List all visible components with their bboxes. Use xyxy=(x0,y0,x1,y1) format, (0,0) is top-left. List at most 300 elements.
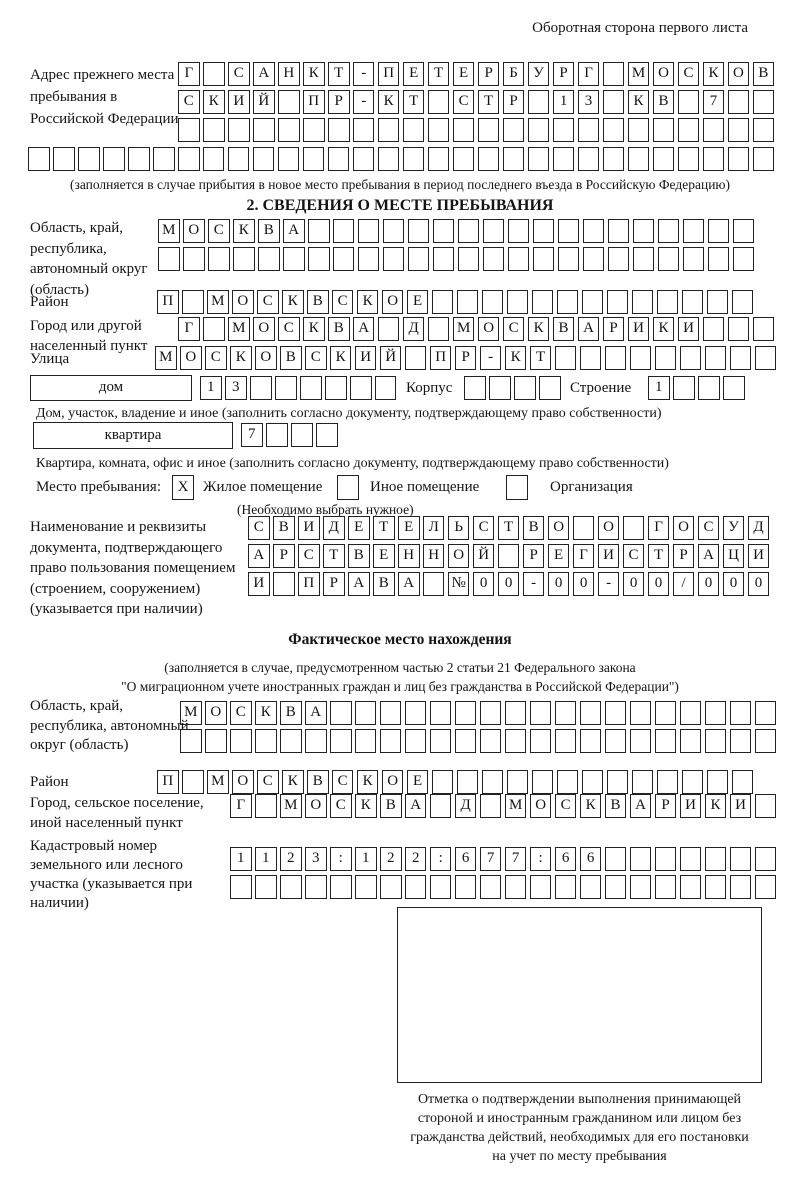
char-cell: 0 xyxy=(498,572,520,596)
char-cell: К xyxy=(282,770,304,794)
document-row-1 xyxy=(248,516,773,540)
char-cell: 0 xyxy=(548,572,570,596)
char-cell: Т xyxy=(530,346,552,370)
char-cell: К xyxy=(303,317,325,341)
char-cell: Й xyxy=(380,346,402,370)
char-cell xyxy=(705,875,727,899)
char-cell xyxy=(280,875,302,899)
char-cell xyxy=(630,701,652,725)
char-cell xyxy=(682,770,704,794)
apartment-note: Квартира, комната, офис и иное (заполнить согласно документу, подтверждающему право собственности) xyxy=(36,456,669,471)
char-cell: И xyxy=(598,544,620,568)
char-cell: К xyxy=(653,317,675,341)
char-cell xyxy=(455,875,477,899)
prev-address-row-2 xyxy=(178,90,778,114)
char-cell: 0 xyxy=(723,572,745,596)
char-cell xyxy=(423,572,445,596)
checkbox-other-premises xyxy=(337,475,359,500)
char-cell: Р xyxy=(523,544,545,568)
char-cell: Г xyxy=(648,516,670,540)
char-cell: Г xyxy=(578,62,600,86)
page-side-note: Оборотная сторона первого листа xyxy=(532,20,748,36)
char-cell xyxy=(730,346,752,370)
char-cell: А xyxy=(698,544,720,568)
char-cell xyxy=(208,247,230,271)
char-cell: С xyxy=(332,290,354,314)
char-cell xyxy=(608,247,630,271)
char-cell xyxy=(433,247,455,271)
char-cell: С xyxy=(230,701,252,725)
char-cell xyxy=(708,219,730,243)
char-cell: 2 xyxy=(380,847,402,871)
char-cell: Й xyxy=(253,90,275,114)
char-cell xyxy=(514,376,536,400)
char-cell: К xyxy=(628,90,650,114)
char-cell xyxy=(555,729,577,753)
char-cell: А xyxy=(353,317,375,341)
korpus-label: Корпус xyxy=(406,380,453,396)
char-cell: Т xyxy=(328,62,350,86)
char-cell xyxy=(405,729,427,753)
char-cell xyxy=(733,247,755,271)
char-cell: Т xyxy=(478,90,500,114)
korpus-row xyxy=(464,376,564,400)
char-cell: К xyxy=(203,90,225,114)
char-cell: О xyxy=(728,62,750,86)
char-cell xyxy=(405,875,427,899)
char-cell: Д xyxy=(748,516,770,540)
char-cell xyxy=(503,147,525,171)
char-cell xyxy=(607,290,629,314)
char-cell: К xyxy=(230,346,252,370)
char-cell xyxy=(728,317,750,341)
checkbox-residential: X xyxy=(172,475,194,500)
char-cell: И xyxy=(228,90,250,114)
char-cell xyxy=(755,875,777,899)
char-cell xyxy=(653,147,675,171)
char-cell: Н xyxy=(423,544,445,568)
char-cell xyxy=(680,729,702,753)
char-cell: Е xyxy=(548,544,570,568)
char-cell xyxy=(532,770,554,794)
prev-address-row-4 xyxy=(28,147,778,171)
char-cell: Д xyxy=(403,317,425,341)
char-cell xyxy=(128,147,150,171)
char-cell xyxy=(458,219,480,243)
char-cell xyxy=(705,701,727,725)
char-cell: Д xyxy=(455,794,477,818)
char-cell: К xyxy=(282,290,304,314)
char-cell: У xyxy=(723,516,745,540)
actual-district-label: Район xyxy=(30,774,69,790)
char-cell xyxy=(698,376,720,400)
char-cell: К xyxy=(378,90,400,114)
char-cell xyxy=(203,317,225,341)
char-cell: И xyxy=(248,572,270,596)
char-cell xyxy=(753,147,775,171)
char-cell: Т xyxy=(373,516,395,540)
char-cell xyxy=(266,423,288,447)
char-cell: П xyxy=(430,346,452,370)
char-cell xyxy=(280,729,302,753)
char-cell xyxy=(755,729,777,753)
char-cell xyxy=(482,770,504,794)
char-cell: К xyxy=(330,346,352,370)
char-cell: О xyxy=(305,794,327,818)
char-cell xyxy=(507,290,529,314)
char-cell xyxy=(355,875,377,899)
char-cell xyxy=(558,219,580,243)
char-cell xyxy=(330,875,352,899)
char-cell: А xyxy=(305,701,327,725)
char-cell xyxy=(655,847,677,871)
char-cell xyxy=(480,701,502,725)
char-cell: Д xyxy=(323,516,345,540)
char-cell xyxy=(250,376,272,400)
char-cell: С xyxy=(332,770,354,794)
char-cell xyxy=(103,147,125,171)
char-cell xyxy=(380,875,402,899)
char-cell: Ь xyxy=(448,516,470,540)
stroenie-row xyxy=(648,376,748,400)
char-cell xyxy=(678,147,700,171)
char-cell xyxy=(380,701,402,725)
char-cell xyxy=(605,875,627,899)
char-cell: 1 xyxy=(355,847,377,871)
char-cell: О xyxy=(180,346,202,370)
char-cell xyxy=(378,147,400,171)
char-cell: С xyxy=(205,346,227,370)
char-cell: К xyxy=(357,290,379,314)
actual-location-title: Фактическое место нахождения xyxy=(288,631,512,648)
char-cell xyxy=(580,729,602,753)
char-cell: Е xyxy=(453,62,475,86)
region-label: Область, край, республика, автономный округ (область) xyxy=(30,220,148,298)
char-cell: В xyxy=(348,544,370,568)
char-cell xyxy=(755,847,777,871)
stamp-caption: Отметка о подтверждении выполнения принимающей стороной и иностранным гражданином или лицом без гражданства действий, необходимых для его постановки на учет по месту пребывания xyxy=(410,1092,749,1164)
char-cell xyxy=(658,219,680,243)
char-cell: Г xyxy=(178,317,200,341)
char-cell xyxy=(603,62,625,86)
actual-city-row xyxy=(230,794,780,818)
actual-region-label: Область, край, республика, автономный округ (область) xyxy=(30,698,189,753)
char-cell xyxy=(358,219,380,243)
char-cell: 6 xyxy=(555,847,577,871)
char-cell: И xyxy=(678,317,700,341)
char-cell xyxy=(53,147,75,171)
char-cell xyxy=(655,875,677,899)
char-cell xyxy=(453,118,475,142)
char-cell xyxy=(308,219,330,243)
char-cell xyxy=(428,147,450,171)
char-cell: У xyxy=(528,62,550,86)
char-cell: О xyxy=(382,290,404,314)
char-cell: М xyxy=(207,290,229,314)
char-cell xyxy=(153,147,175,171)
char-cell: 1 xyxy=(553,90,575,114)
char-cell: Й xyxy=(473,544,495,568)
char-cell: К xyxy=(703,62,725,86)
char-cell: Р xyxy=(455,346,477,370)
char-cell: - xyxy=(480,346,502,370)
char-cell xyxy=(755,701,777,725)
district-label: Район xyxy=(30,294,69,310)
char-cell: С xyxy=(305,346,327,370)
char-cell xyxy=(730,729,752,753)
char-cell: В xyxy=(280,701,302,725)
house-note: Дом, участок, владение и иное (заполнить согласно документу, подтверждающему право собственности) xyxy=(36,406,662,421)
char-cell xyxy=(478,147,500,171)
char-cell: С xyxy=(453,90,475,114)
char-cell xyxy=(228,147,250,171)
char-cell: 0 xyxy=(698,572,720,596)
char-cell: В xyxy=(605,794,627,818)
char-cell xyxy=(630,729,652,753)
char-cell: 1 xyxy=(648,376,670,400)
residential-option-label: Жилое помещение xyxy=(203,479,323,495)
char-cell: - xyxy=(523,572,545,596)
char-cell: 0 xyxy=(648,572,670,596)
char-cell xyxy=(228,118,250,142)
char-cell: Е xyxy=(373,544,395,568)
prev-address-note: (заполняется в случае прибытия в новое место пребывания в период последнего въезда в Российскую Федерацию) xyxy=(69,177,731,192)
char-cell xyxy=(380,729,402,753)
char-cell: Ц xyxy=(723,544,745,568)
char-cell: Р xyxy=(553,62,575,86)
char-cell xyxy=(730,701,752,725)
char-cell: О xyxy=(183,219,205,243)
char-cell: К xyxy=(355,794,377,818)
char-cell xyxy=(325,376,347,400)
char-cell: М xyxy=(280,794,302,818)
char-cell xyxy=(405,346,427,370)
char-cell: Р xyxy=(328,90,350,114)
char-cell: Р xyxy=(323,572,345,596)
char-cell: Г xyxy=(573,544,595,568)
char-cell xyxy=(730,875,752,899)
stay-type-label: Место пребывания: xyxy=(36,479,161,495)
char-cell xyxy=(498,544,520,568)
char-cell: М xyxy=(207,770,229,794)
char-cell: И xyxy=(730,794,752,818)
char-cell: Е xyxy=(407,770,429,794)
char-cell xyxy=(430,729,452,753)
char-cell: С xyxy=(278,317,300,341)
char-cell xyxy=(557,290,579,314)
char-cell: В xyxy=(753,62,775,86)
char-cell: К xyxy=(357,770,379,794)
char-cell xyxy=(707,290,729,314)
prev-address-row-1 xyxy=(178,62,778,86)
char-cell xyxy=(683,219,705,243)
char-cell: К xyxy=(505,346,527,370)
char-cell xyxy=(278,118,300,142)
char-cell: Т xyxy=(403,90,425,114)
char-cell: О xyxy=(205,701,227,725)
char-cell xyxy=(732,770,754,794)
char-cell xyxy=(457,770,479,794)
char-cell xyxy=(355,701,377,725)
char-cell xyxy=(533,247,555,271)
char-cell xyxy=(655,346,677,370)
char-cell xyxy=(603,147,625,171)
char-cell xyxy=(558,247,580,271)
char-cell xyxy=(275,376,297,400)
char-cell xyxy=(607,770,629,794)
organization-option-label: Организация xyxy=(550,479,633,495)
char-cell: В xyxy=(373,572,395,596)
char-cell: К xyxy=(705,794,727,818)
char-cell xyxy=(657,770,679,794)
char-cell: И xyxy=(748,544,770,568)
char-cell: О xyxy=(232,770,254,794)
char-cell xyxy=(655,701,677,725)
char-cell xyxy=(428,118,450,142)
street-label: Улица xyxy=(30,351,70,367)
char-cell: 1 xyxy=(200,376,222,400)
char-cell: С xyxy=(330,794,352,818)
char-cell: И xyxy=(680,794,702,818)
char-cell: В xyxy=(280,346,302,370)
char-cell xyxy=(753,118,775,142)
char-cell: Н xyxy=(398,544,420,568)
char-cell: 0 xyxy=(623,572,645,596)
char-cell xyxy=(555,701,577,725)
cadastral-row-2 xyxy=(230,875,780,899)
char-cell: О xyxy=(253,317,275,341)
char-cell: Р xyxy=(273,544,295,568)
char-cell: М xyxy=(453,317,475,341)
actual-city-label: Город, сельское поселение, иной населенный пункт xyxy=(30,795,204,831)
char-cell: Е xyxy=(348,516,370,540)
char-cell xyxy=(455,701,477,725)
char-cell: К xyxy=(528,317,550,341)
char-cell xyxy=(673,376,695,400)
char-cell xyxy=(230,875,252,899)
char-cell xyxy=(78,147,100,171)
char-cell: 7 xyxy=(505,847,527,871)
char-cell xyxy=(353,147,375,171)
char-cell xyxy=(355,729,377,753)
char-cell xyxy=(480,794,502,818)
char-cell: В xyxy=(553,317,575,341)
char-cell xyxy=(578,118,600,142)
char-cell xyxy=(480,875,502,899)
char-cell: С xyxy=(248,516,270,540)
char-cell: 0 xyxy=(748,572,770,596)
char-cell xyxy=(528,118,550,142)
char-cell xyxy=(483,219,505,243)
char-cell xyxy=(464,376,486,400)
street-row xyxy=(155,346,780,370)
char-cell xyxy=(682,290,704,314)
char-cell xyxy=(455,729,477,753)
char-cell: Р xyxy=(603,317,625,341)
char-cell: С xyxy=(178,90,200,114)
char-cell xyxy=(603,90,625,114)
char-cell xyxy=(378,317,400,341)
char-cell: Л xyxy=(423,516,445,540)
char-cell: С xyxy=(503,317,525,341)
char-cell: О xyxy=(448,544,470,568)
char-cell: 2 xyxy=(405,847,427,871)
char-cell xyxy=(180,729,202,753)
char-cell xyxy=(703,147,725,171)
stay-note: (Необходимо выбрать нужное) xyxy=(237,502,414,517)
char-cell: Е xyxy=(403,62,425,86)
char-cell: Т xyxy=(498,516,520,540)
char-cell: О xyxy=(478,317,500,341)
char-cell xyxy=(478,118,500,142)
char-cell: М xyxy=(628,62,650,86)
char-cell: В xyxy=(307,290,329,314)
char-cell: Г xyxy=(230,794,252,818)
char-cell xyxy=(230,729,252,753)
char-cell xyxy=(503,118,525,142)
char-cell xyxy=(205,729,227,753)
char-cell: К xyxy=(255,701,277,725)
char-cell xyxy=(253,118,275,142)
char-cell xyxy=(383,247,405,271)
char-cell xyxy=(633,219,655,243)
region-row-2 xyxy=(158,247,758,271)
char-cell xyxy=(555,875,577,899)
char-cell xyxy=(273,572,295,596)
char-cell: С xyxy=(698,516,720,540)
prev-address-row-3 xyxy=(178,118,778,142)
char-cell: Т xyxy=(323,544,345,568)
char-cell: И xyxy=(628,317,650,341)
char-cell: О xyxy=(232,290,254,314)
char-cell xyxy=(658,247,680,271)
char-cell: С xyxy=(298,544,320,568)
char-cell xyxy=(755,346,777,370)
char-cell: 3 xyxy=(578,90,600,114)
char-cell: О xyxy=(382,770,404,794)
char-cell xyxy=(530,701,552,725)
char-cell: К xyxy=(233,219,255,243)
char-cell xyxy=(705,847,727,871)
char-cell: Т xyxy=(648,544,670,568)
char-cell xyxy=(630,847,652,871)
char-cell xyxy=(628,147,650,171)
char-cell xyxy=(353,118,375,142)
char-cell xyxy=(328,147,350,171)
char-cell xyxy=(583,247,605,271)
char-cell: В xyxy=(653,90,675,114)
char-cell: А xyxy=(398,572,420,596)
char-cell xyxy=(655,729,677,753)
char-cell: А xyxy=(578,317,600,341)
char-cell: 7 xyxy=(703,90,725,114)
char-cell xyxy=(580,701,602,725)
apartment-box: квартира xyxy=(33,422,233,449)
char-cell: А xyxy=(248,544,270,568)
char-cell xyxy=(605,346,627,370)
char-cell xyxy=(375,376,397,400)
char-cell xyxy=(533,219,555,243)
char-cell xyxy=(158,247,180,271)
char-cell xyxy=(753,90,775,114)
char-cell xyxy=(730,847,752,871)
char-cell: С xyxy=(208,219,230,243)
char-cell xyxy=(305,729,327,753)
char-cell: А xyxy=(630,794,652,818)
char-cell xyxy=(630,346,652,370)
char-cell: В xyxy=(328,317,350,341)
char-cell xyxy=(680,346,702,370)
